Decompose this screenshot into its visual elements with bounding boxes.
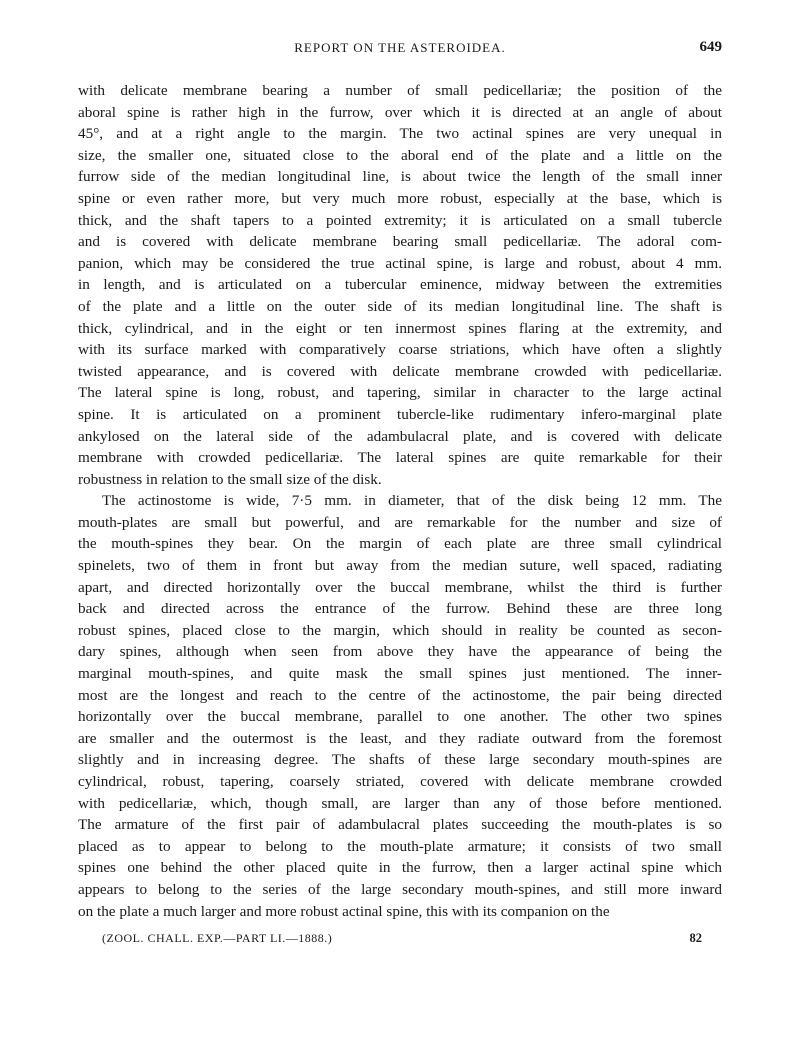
text-line: spine or even rather more, but very much more robust, especially at the base, which is: [78, 189, 722, 207]
text-line: most are the longest and reach to the centre of the actinostome, the pair being directed: [78, 686, 722, 704]
text-line: dary spines, although when seen from above they have the appearance of being the: [78, 643, 722, 661]
text-line: back and directed across the entrance of the furrow. Behind these are three long: [78, 600, 722, 618]
text-line: panion, which may be considered the true actinal spine, is large and robust, about 4 mm.: [78, 254, 722, 272]
text-line: placed as to appear to belong to the mouth-plate armature; it consists of two small: [78, 837, 722, 855]
page-number: 649: [699, 39, 722, 55]
text-line: apart, and directed horizontally over the buccal membrane, whilst the third is further: [78, 578, 722, 596]
text-line: on the plate a much larger and more robust actinal spine, this with its companion on the: [78, 902, 610, 920]
text-line: robustness in relation to the small size of the disk.: [78, 470, 382, 488]
text-line: The lateral spine is long, robust, and tapering, similar in character to the large actinal: [78, 384, 722, 402]
paragraph: [78, 490, 722, 922]
text-line: spine. It is articulated on a prominent tubercle-like rudimentary infero-marginal plate: [78, 405, 722, 423]
running-head: [78, 40, 722, 60]
text-line: horizontally over the buccal membrane, parallel to one another. The other two spines: [78, 708, 722, 726]
text-line: with its surface marked with comparatively coarse striations, which have often a slightly: [78, 341, 722, 359]
footer-imprint: (ZOOL. CHALL. EXP.—PART LI.—1888.): [102, 931, 333, 945]
running-title: REPORT ON THE ASTEROIDEA.: [294, 40, 506, 55]
body-text: [78, 80, 722, 922]
text-line: of the plate and a little on the outer side of its median longitudinal line. The shaft is: [78, 297, 722, 315]
text-line: in length, and is articulated on a tubercular eminence, midway between the extremities: [78, 276, 722, 294]
text-line: size, the smaller one, situated close to the aboral end of the plate and a little on the: [78, 146, 722, 164]
paragraph: [78, 80, 722, 490]
text-line: with pedicellariæ, which, though small, are larger than any of those before mentioned.: [78, 794, 722, 812]
page-footer: [102, 931, 702, 949]
text-line: mouth-plates are small but powerful, and are remarkable for the number and size of: [78, 513, 722, 531]
text-line: cylindrical, robust, tapering, coarsely striated, covered with delicate membrane crowded: [78, 773, 722, 790]
text-line: marginal mouth-spines, and quite mask the small spines just mentioned. The inner-: [78, 665, 722, 683]
text-line: The armature of the first pair of adambulacral plates succeeding the mouth-plates is so: [78, 816, 722, 834]
text-line: appears to belong to the series of the large secondary mouth-spines, and still more inward: [78, 880, 722, 898]
signature-mark: 82: [689, 931, 702, 945]
text-line: aboral spine is rather high in the furrow, over which it is directed at an angle of about: [78, 103, 722, 121]
text-line: robust spines, placed close to the margin, which should in reality be counted as secon-: [78, 621, 722, 639]
text-line: furrow side of the median longitudinal line, is about twice the length of the small inner: [78, 168, 722, 186]
text-line: the mouth-spines they bear. On the margin of each plate are three small cylindrical: [78, 535, 722, 553]
text-line: and is covered with delicate membrane bearing small pedicellariæ. The adoral com-: [78, 233, 722, 251]
text-line: membrane with crowded pedicellariæ. The lateral spines are quite remarkable for their: [78, 449, 722, 467]
text-line: twisted appearance, and is covered with delicate membrane crowded with pedicellariæ.: [78, 362, 722, 380]
text-line: thick, and the shaft tapers to a pointed extremity; it is articulated on a small tubercle: [78, 211, 722, 229]
text-line: slightly and in increasing degree. The shafts of these large secondary mouth-spines are: [78, 751, 722, 769]
text-line: thick, cylindrical, and in the eight or ten innermost spines flaring at the extremity, and: [78, 319, 722, 337]
text-line: spinelets, two of them in front but away from the median suture, well spaced, radiating: [78, 557, 722, 575]
text-line: spines one behind the other placed quite in the furrow, then a larger actinal spine which: [78, 859, 722, 877]
text-line: with delicate membrane bearing a number of small pedicellariæ; the position of the: [78, 82, 722, 99]
text-line: 45°, and at a right angle to the margin. The two actinal spines are very unequal in: [78, 125, 722, 143]
text-line: are smaller and the outermost is the least, and they radiate outward from the foremost: [78, 729, 722, 747]
text-line: ankylosed on the lateral side of the adambulacral plate, and is covered with delicate: [78, 427, 722, 445]
text-line: The actinostome is wide, 7·5 mm. in diameter, that of the disk being 12 mm. The: [102, 492, 722, 510]
